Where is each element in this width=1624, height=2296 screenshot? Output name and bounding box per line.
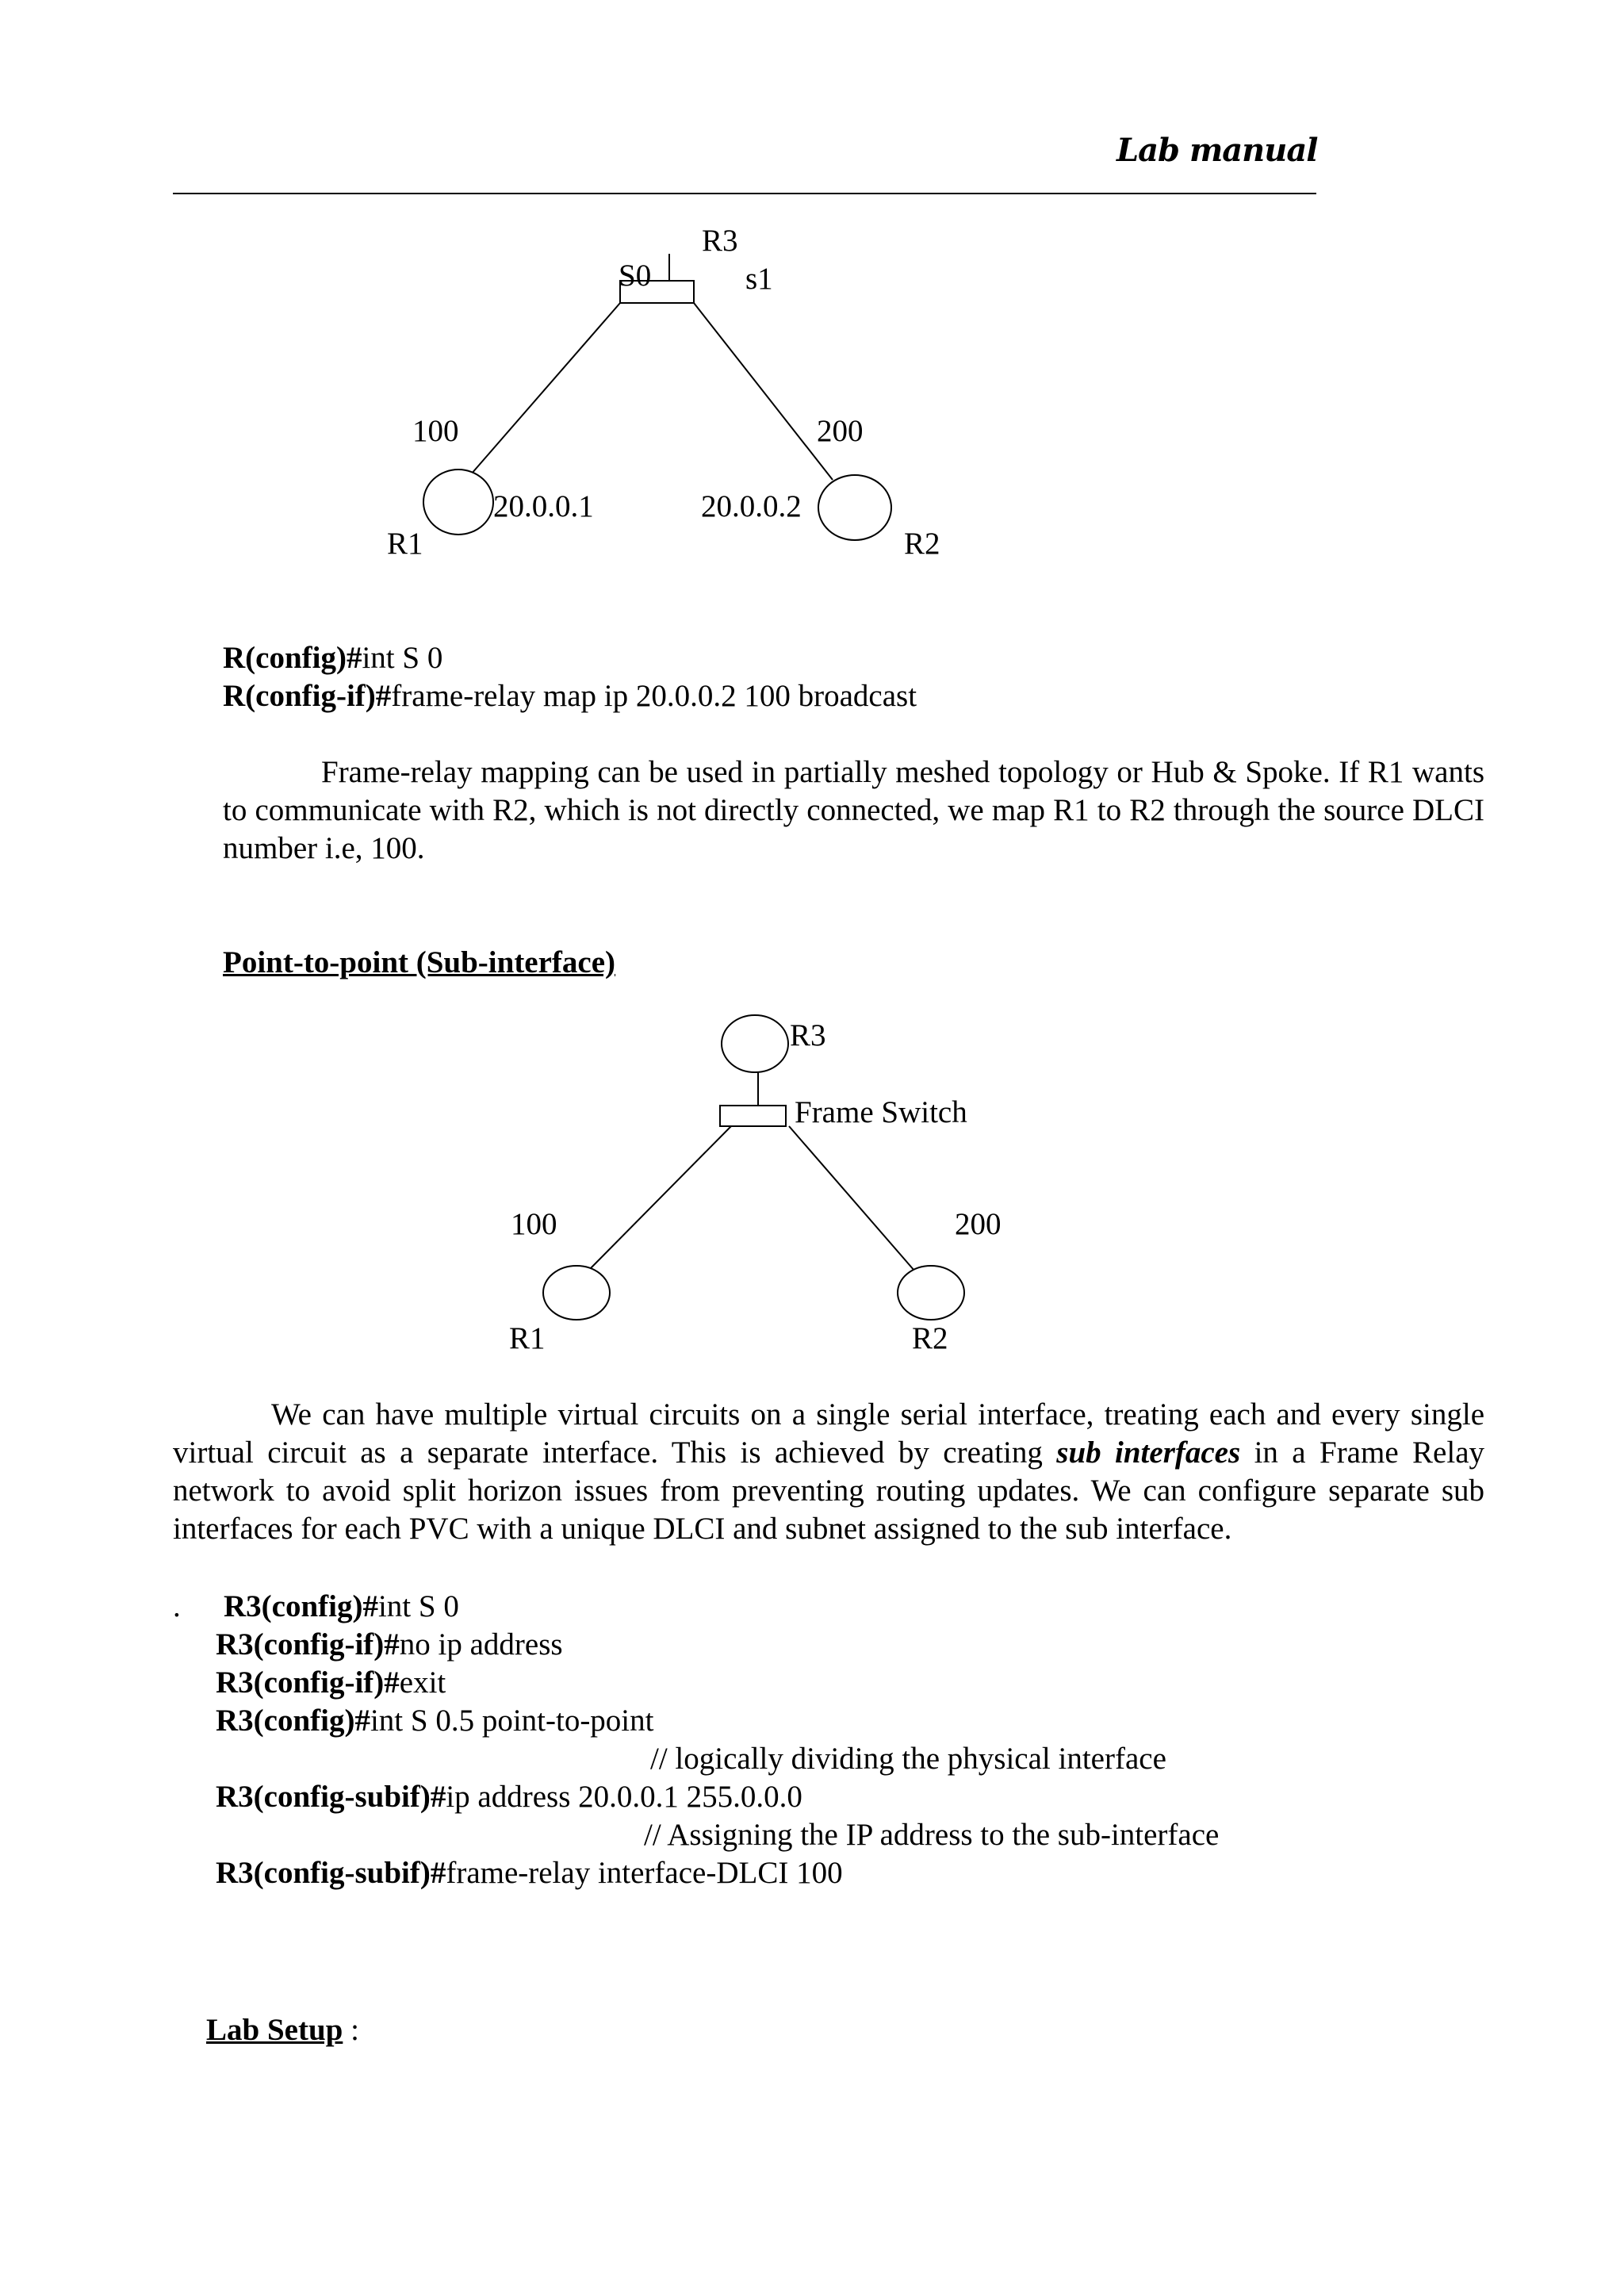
code1-cmd: int S 0 <box>362 641 443 675</box>
code2-prompt: R3(config-if)# <box>216 1627 400 1662</box>
label-r3: R3 <box>702 224 738 258</box>
label-r1: R1 <box>509 1321 546 1355</box>
router-r3-node <box>722 1015 788 1072</box>
header-title: Lab manual <box>1116 132 1318 169</box>
label-r1: R1 <box>387 527 423 561</box>
label-ip-r1: 20.0.0.1 <box>493 489 594 523</box>
code2-prompt: R3(config-if)# <box>216 1665 400 1700</box>
label-r2: R2 <box>912 1321 948 1355</box>
code2-prompt: R3(config)# <box>224 1589 378 1623</box>
section-heading-point-to-point: Point-to-point (Sub-interface) <box>223 945 616 979</box>
label-dlci-100: 100 <box>511 1207 557 1241</box>
code2-cmd: no ip address <box>399 1627 563 1662</box>
label-dlci-200: 200 <box>817 414 864 448</box>
code2-line-6 <box>216 1854 843 1892</box>
code2-cmd: frame-relay interface-DLCI 100 <box>446 1856 843 1890</box>
code2-prompt: R3(config)# <box>216 1704 370 1738</box>
code2-prompt: R3(config-subif)# <box>216 1780 446 1814</box>
code2-cmd: ip address 20.0.0.1 255.0.0.0 <box>446 1780 802 1814</box>
label-ip-r2: 20.0.0.2 <box>701 489 802 523</box>
frame-switch-box <box>720 1106 786 1126</box>
code2-line-3 <box>216 1664 446 1702</box>
label-dlci-200: 200 <box>955 1207 1002 1241</box>
label-dlci-100: 100 <box>412 414 459 448</box>
router-r2-node <box>898 1266 964 1320</box>
code2-line-4 <box>216 1702 653 1740</box>
code2-line-1 <box>224 1588 459 1626</box>
code2-cmd: int S 0 <box>377 1589 459 1623</box>
link-switch-r2 <box>789 1126 914 1271</box>
lab-setup-label: Lab Setup <box>206 2013 343 2047</box>
lab-setup-heading <box>206 2011 359 2049</box>
paragraph-frame-relay-mapping: Frame-relay mapping can be used in partially meshed topology or Hub & Spoke. If R1 wants to communicate with R2, which is not directly connected, we map R1 to R2 through the source DLCI number i.e, 100. <box>223 755 1484 865</box>
link-switch-r1 <box>588 1126 731 1271</box>
label-r2: R2 <box>904 527 940 561</box>
code2-cmd: int S 0.5 point-to-point <box>370 1704 654 1738</box>
code1-cmd: frame-relay map ip 20.0.0.2 100 broadcast <box>391 679 917 713</box>
label-r3: R3 <box>790 1018 826 1052</box>
code2-bullet: . <box>173 1589 181 1623</box>
code2-prompt: R3(config-subif)# <box>216 1856 446 1890</box>
code2-line-2 <box>216 1626 563 1664</box>
router-r1-node <box>543 1266 610 1320</box>
label-frame-switch: Frame Switch <box>795 1095 967 1129</box>
lab-setup-suffix: : <box>343 2013 359 2047</box>
code2-comment-2: // Assigning the IP address to the sub-interface <box>644 1818 1220 1852</box>
emphasis-sub-interfaces: sub interfaces <box>1056 1435 1241 1470</box>
label-s0: S0 <box>619 259 652 293</box>
code2-comment-1: // logically dividing the physical interface <box>650 1742 1166 1776</box>
code2-cmd: exit <box>399 1665 446 1700</box>
code1-prompt: R(config)# <box>223 641 362 675</box>
label-s1: s1 <box>745 262 773 296</box>
paragraph-sub-interfaces: We can have multiple virtual circuits on a single serial interface, treating each and every single virtual circuit as a separate interface. This is achieved by creating sub interfaces in a Frame Relay network to avoid split horizon issues from preventing routing updates. We can configure separate sub interfaces for each PVC with a unique DLCI and subnet assigned to the sub interface. <box>173 1397 1485 1546</box>
code1-prompt: R(config-if)# <box>223 679 392 713</box>
code2-line-5 <box>216 1778 802 1816</box>
